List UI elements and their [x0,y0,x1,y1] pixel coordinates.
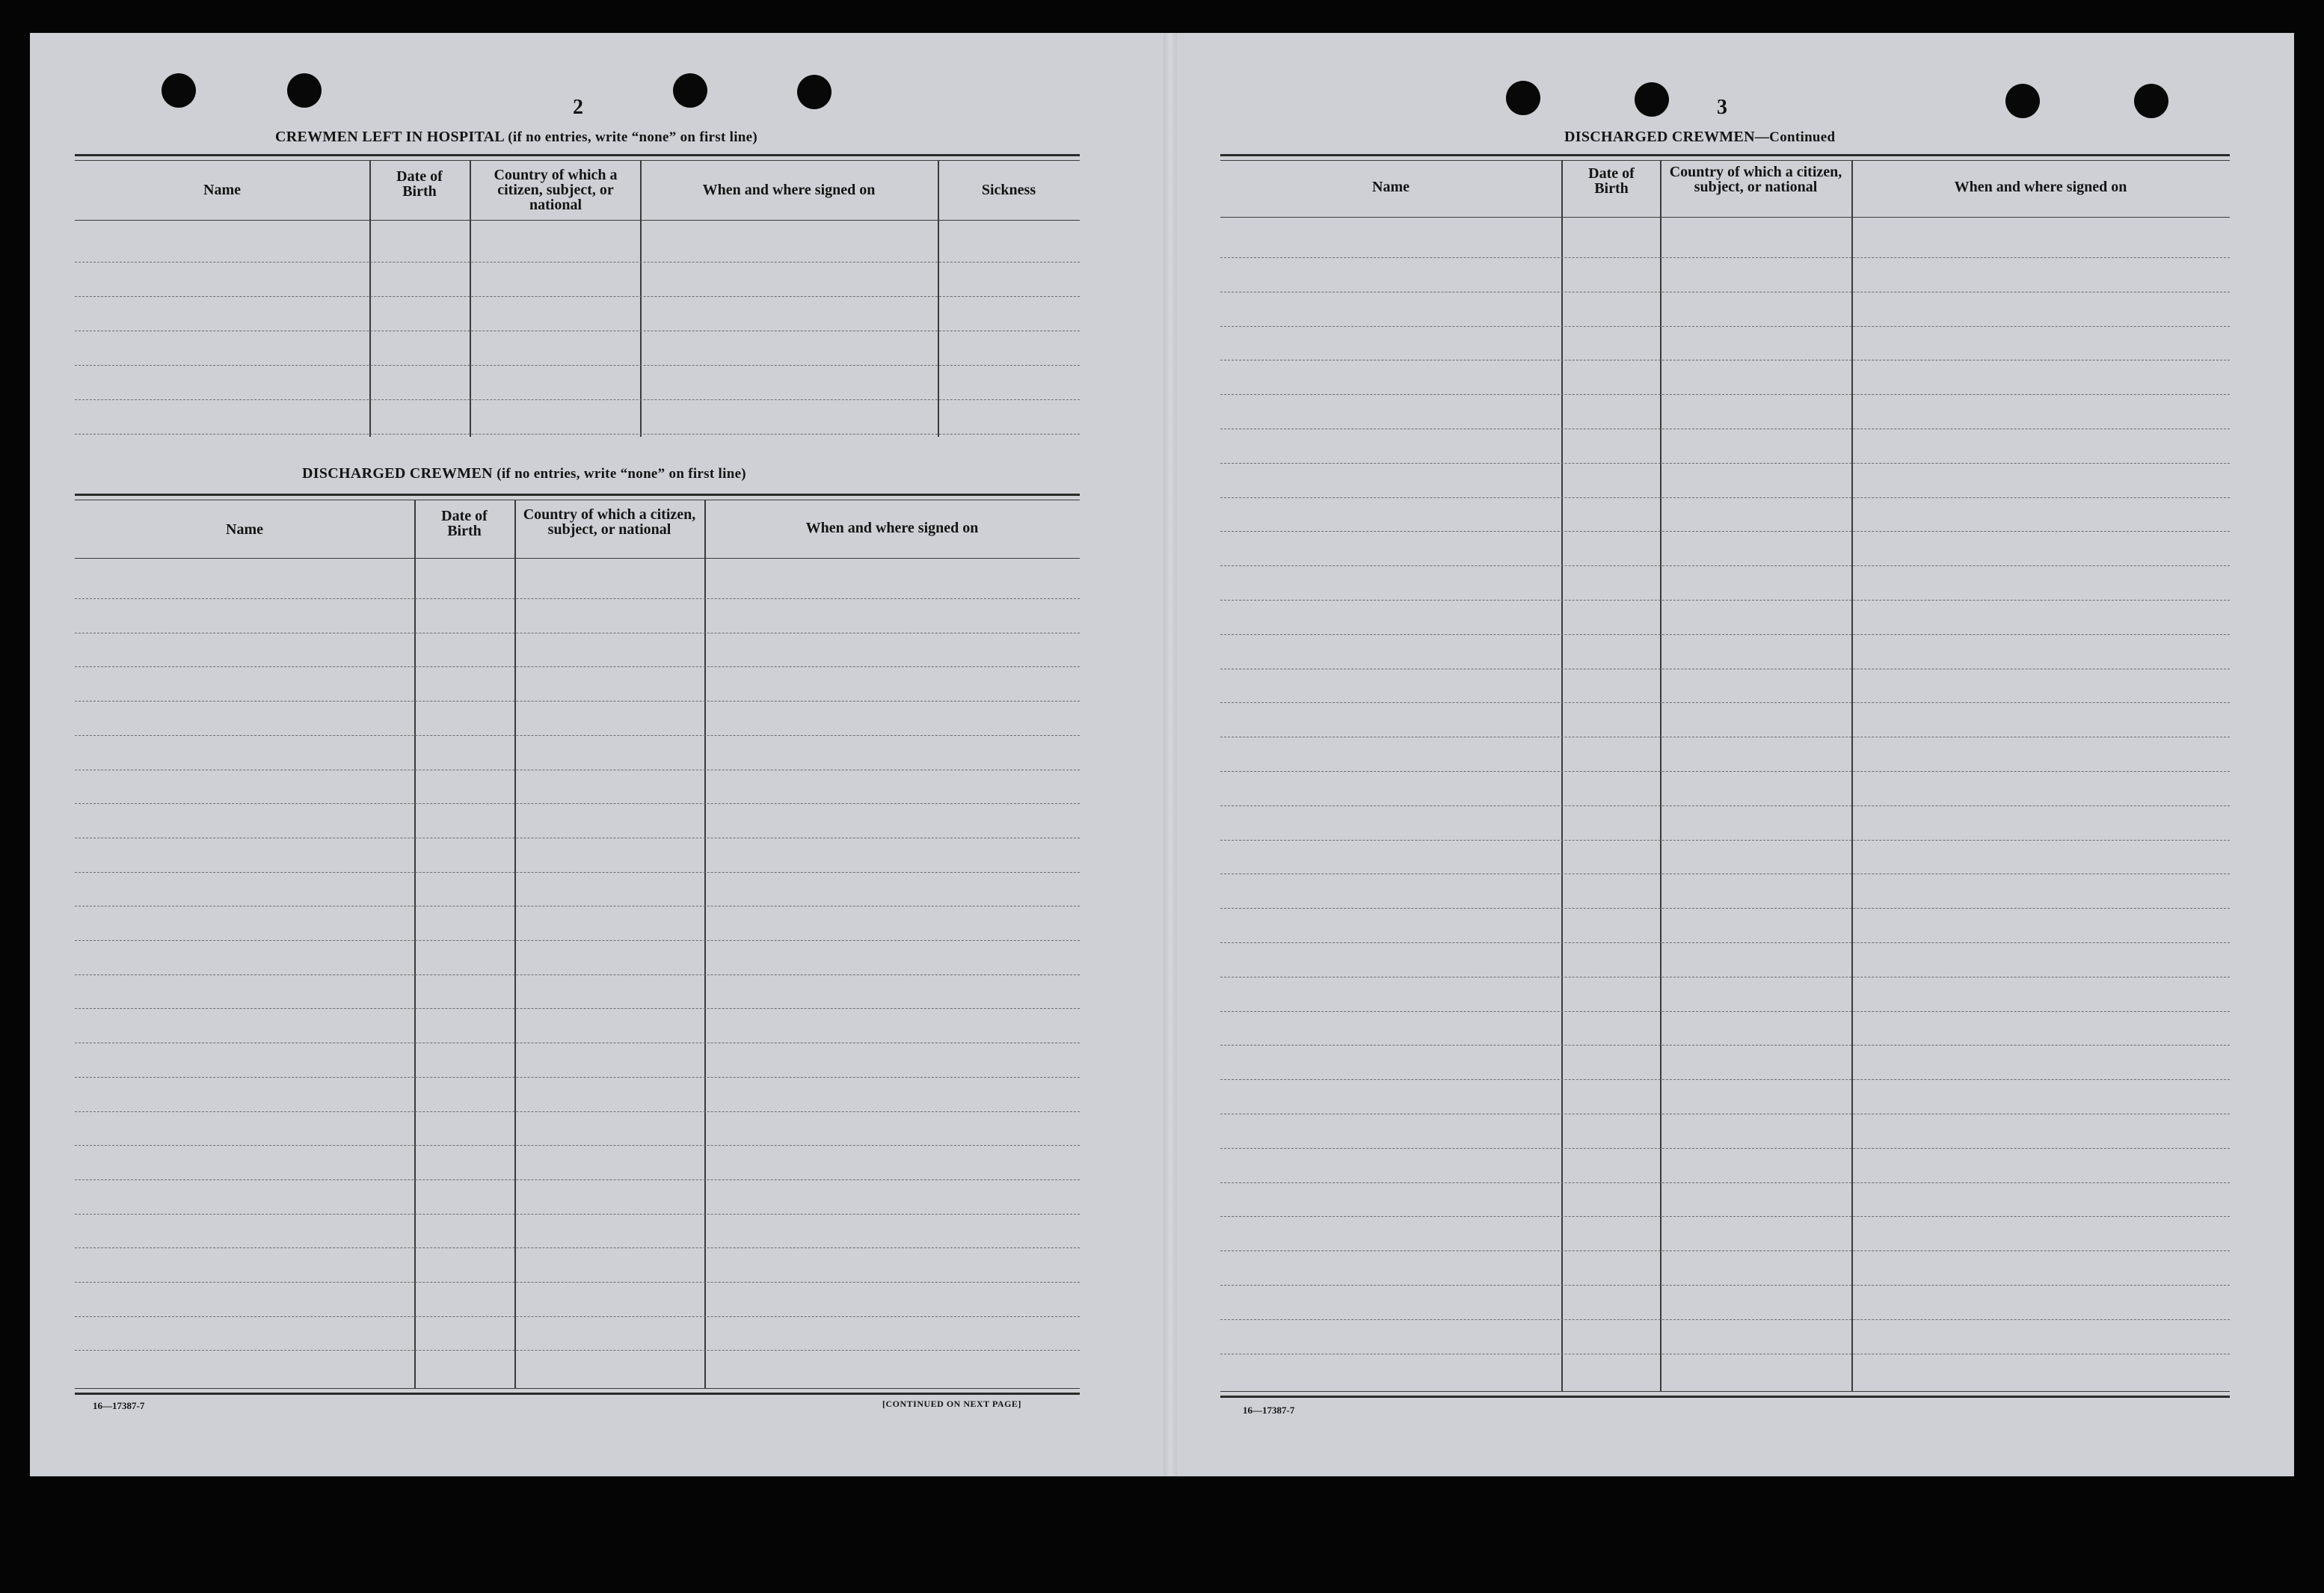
entry-line [75,1179,1080,1180]
continued-note: [CONTINUED ON NEXT PAGE] [882,1399,1021,1409]
punch-hole [2134,84,2168,118]
entry-line [1220,702,2230,703]
punch-hole [1506,81,1540,115]
entry-line [75,872,1080,873]
entry-line [1220,942,2230,943]
punch-hole [162,73,196,108]
entry-line [1220,771,2230,772]
entry-line [1220,600,2230,601]
table-top-border [1220,154,2230,156]
entry-line [1220,326,2230,327]
header-date-of-birth: Date of Birth [396,168,443,200]
entry-line [75,1077,1080,1078]
entry-line [1220,634,2230,635]
header-name: Name [1372,179,1410,195]
header-sickness: Sickness [981,182,1036,198]
punch-hole [1635,82,1669,117]
header-bottom-border [1220,217,2230,218]
column-divider [1561,160,1563,1391]
entry-line [75,1350,1080,1351]
entry-line [1220,1148,2230,1149]
table-bottom-border [1220,1391,2230,1392]
entry-line [1220,1285,2230,1286]
punch-hole [287,73,322,108]
column-divider [1660,160,1661,1391]
entry-line [1220,1011,2230,1012]
table-top-border [75,494,1080,496]
entry-line [75,735,1080,736]
entry-line [1220,1079,2230,1080]
form-number: 16—17387-7 [1243,1405,1295,1416]
column-divider [1851,160,1853,1391]
column-divider [369,160,371,437]
column-divider [640,160,642,437]
header-country: Country of which a citizen, subject, or national [523,506,696,538]
entry-line [1220,497,2230,498]
entry-line [1220,1250,2230,1251]
header-bottom-border [75,558,1080,559]
header-name: Name [226,521,263,538]
table-top-border [1220,160,2230,161]
header-bottom-border [75,220,1080,221]
entry-line [1220,565,2230,566]
entry-line [75,365,1080,366]
section-title-text: CREWMEN LEFT IN HOSPITAL [275,129,504,145]
entry-line [75,434,1080,435]
header-name: Name [203,182,241,198]
page-fold [1163,33,1177,1476]
table-bottom-border [75,1388,1080,1389]
header-date-of-birth: Date of Birth [441,508,488,539]
entry-line [1220,1216,2230,1217]
entry-line [1220,840,2230,841]
header-when-where-signed: When and where signed on [805,520,979,536]
entry-line [1220,908,2230,909]
section-note: (if no entries, write “none” on first line) [508,129,758,145]
entry-line [75,598,1080,599]
entry-line [75,1316,1080,1317]
entry-line [75,974,1080,975]
entry-line [75,803,1080,804]
entry-line [1220,463,2230,464]
entry-line [1220,1182,2230,1183]
header-date-of-birth: Date of Birth [1588,165,1635,197]
page-number: 2 [573,96,583,119]
entry-line [75,262,1080,263]
hospital-section-title [275,129,757,146]
entry-line [75,399,1080,400]
entry-line [75,1214,1080,1215]
header-when-where-signed: When and where signed on [702,182,876,198]
entry-line [75,1282,1080,1283]
entry-line [75,666,1080,667]
column-divider [470,160,471,437]
punch-hole [2005,84,2040,118]
section-title-text: DISCHARGED CREWMEN [1564,129,1755,145]
punch-hole [673,73,707,108]
header-country: Country of which a citizen, subject, or national [494,167,618,213]
discharged-section-title [302,465,746,482]
entry-line [75,701,1080,702]
section-note: (if no entries, write “none” on first line) [497,466,746,482]
entry-line [75,296,1080,297]
entry-line [75,1247,1080,1248]
punch-hole [797,75,831,109]
entry-line [75,1008,1080,1009]
table-bottom-border [75,1393,1080,1395]
table-top-border [75,154,1080,156]
title-suffix: —Continued [1754,129,1836,145]
entry-line [75,1145,1080,1146]
column-divider [938,160,939,437]
entry-line [75,1111,1080,1112]
section-title-text: DISCHARGED CREWMEN [302,465,493,482]
page-number: 3 [1717,96,1727,119]
entry-line [1220,394,2230,395]
entry-line [1220,531,2230,532]
entry-line [75,940,1080,941]
table-top-border [75,160,1080,161]
header-when-where-signed: When and where signed on [1954,179,2127,195]
entry-line [1220,257,2230,258]
entry-line [1220,805,2230,806]
entry-line [1220,1045,2230,1046]
entry-line [1220,1319,2230,1320]
header-country: Country of which a citizen, subject, or national [1669,164,1842,195]
discharged-continued-title [1564,129,1835,146]
table-bottom-border [1220,1396,2230,1398]
form-number: 16—17387-7 [93,1400,145,1411]
